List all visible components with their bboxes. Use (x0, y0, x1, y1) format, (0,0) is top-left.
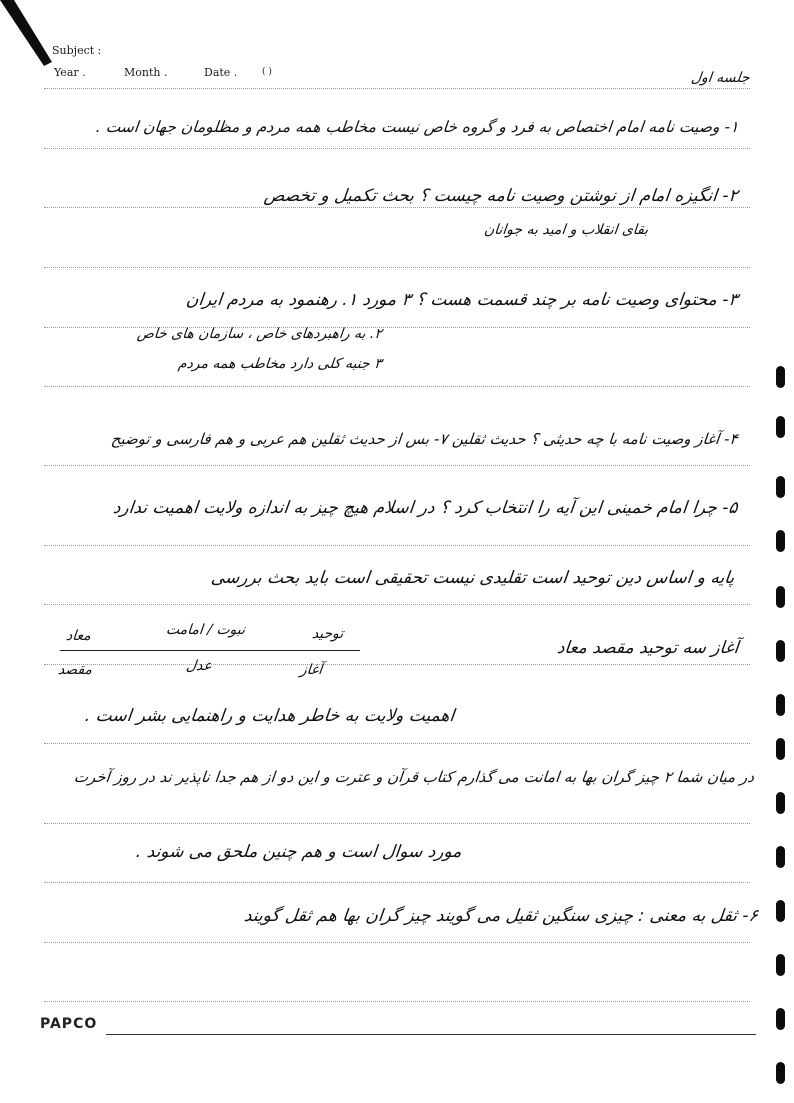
binder-hole (776, 900, 785, 922)
session-heading: جلسه اول (690, 70, 751, 86)
ruled-line (44, 1001, 750, 1002)
binder-hole (776, 530, 785, 552)
note-line-14: ۶- ثقل به معنی : چیزی سنگین ثقیل می گویند چیز گران بها هم ثقل گویند (243, 906, 760, 926)
ruled-line (44, 942, 750, 943)
binder-hole (776, 366, 785, 388)
ruled-line (44, 386, 750, 387)
note-line-1: ۱- وصیت نامه امام اختصاص به فرد و گروه خاص نیست مخاطب همه مردم و مظلومان جهان است . (94, 118, 739, 136)
note-line-7: ۴- آغاز وصیت نامه با چه حدیثی ؟ حدیث ثقلین ۷- بس از حدیث ثقلین هم عربی و هم فارسی و توضیح (110, 430, 739, 448)
binder-hole (776, 586, 785, 608)
binder-hole (776, 1008, 785, 1030)
diagram-top-nabuwwat: نبوت / امامت (165, 622, 246, 638)
papco-brand-logo: PAPCO (40, 1016, 98, 1032)
note-line-4: ۳- محتوای وصیت نامه بر چند قسمت هست ؟ ۳ مورد ۱. رهنمود به مردم ایران (185, 290, 740, 310)
subject-label: Subject : (52, 44, 102, 57)
binder-hole (776, 694, 785, 716)
note-line-8: ۵- چرا امام خمینی این آیه را انتخاب کرد ؟ در اسلام هیچ چیز به اندازه ولایت اهمیت ندارد (112, 498, 740, 518)
ruled-line (44, 465, 750, 466)
diagram-bottom-adl: عدل (185, 658, 213, 674)
note-line-6: ۳ جنبه کلی دارد مخاطب همه مردم (177, 356, 383, 372)
binder-hole (776, 846, 785, 868)
diagram-top-tawhid: توحید (311, 626, 345, 642)
diagram-bottom-aghaz: آغاز (299, 662, 324, 678)
footer-line (106, 1034, 756, 1035)
diagram-divider-line (60, 650, 360, 651)
ruled-line (44, 882, 750, 883)
ruled-line (44, 207, 750, 208)
ruled-line (44, 88, 750, 89)
year-label: Year . (54, 66, 86, 79)
ruled-line (44, 604, 750, 605)
binder-hole (776, 416, 785, 438)
note-line-10: آغاز سه توحید مقصد معاد (555, 638, 740, 658)
note-line-12: در میان شما ۲ چیز گران بها به امانت می گذارم کتاب قرآن و عترت و این دو از هم جدا ناپذیر ند در روز آخرت (72, 768, 755, 786)
ruled-line (44, 148, 750, 149)
binder-hole (776, 1062, 785, 1084)
ruled-line (44, 267, 750, 268)
note-line-5: ۲. به راهبردهای خاص ، سازمان های خاص (136, 326, 383, 342)
binder-hole (776, 640, 785, 662)
ruled-line (44, 823, 750, 824)
date-parens: ( ) (262, 67, 272, 77)
note-line-13: مورد سوال است و هم چنین ملحق می شوند . (135, 842, 464, 862)
binder-hole (776, 476, 785, 498)
date-label: Date . (204, 66, 238, 79)
binder-hole (776, 738, 785, 760)
ruled-line (44, 664, 750, 665)
ruled-line (44, 743, 750, 744)
note-line-9: پایه و اساس دین توحید است تقلیدی نیست تحقیقی است باید بحث بررسی (209, 568, 736, 588)
corner-fold-mark (0, 0, 60, 70)
month-label: Month . (124, 66, 168, 79)
note-line-11: اهمیت ولایت به خاطر هدایت و راهنمایی بشر است . (83, 706, 456, 726)
note-line-3: بقای انقلاب و امید به جوانان (482, 222, 649, 238)
diagram-bottom-maqsad: مقصد (57, 662, 93, 678)
binder-hole (776, 954, 785, 976)
diagram-top-maad: معاد (65, 628, 92, 644)
ruled-line (44, 545, 750, 546)
binder-hole (776, 792, 785, 814)
note-line-2: ۲- انگیزه امام از نوشتن وصیت نامه چیست ؟ بحث تکمیل و تخصص (263, 186, 740, 206)
